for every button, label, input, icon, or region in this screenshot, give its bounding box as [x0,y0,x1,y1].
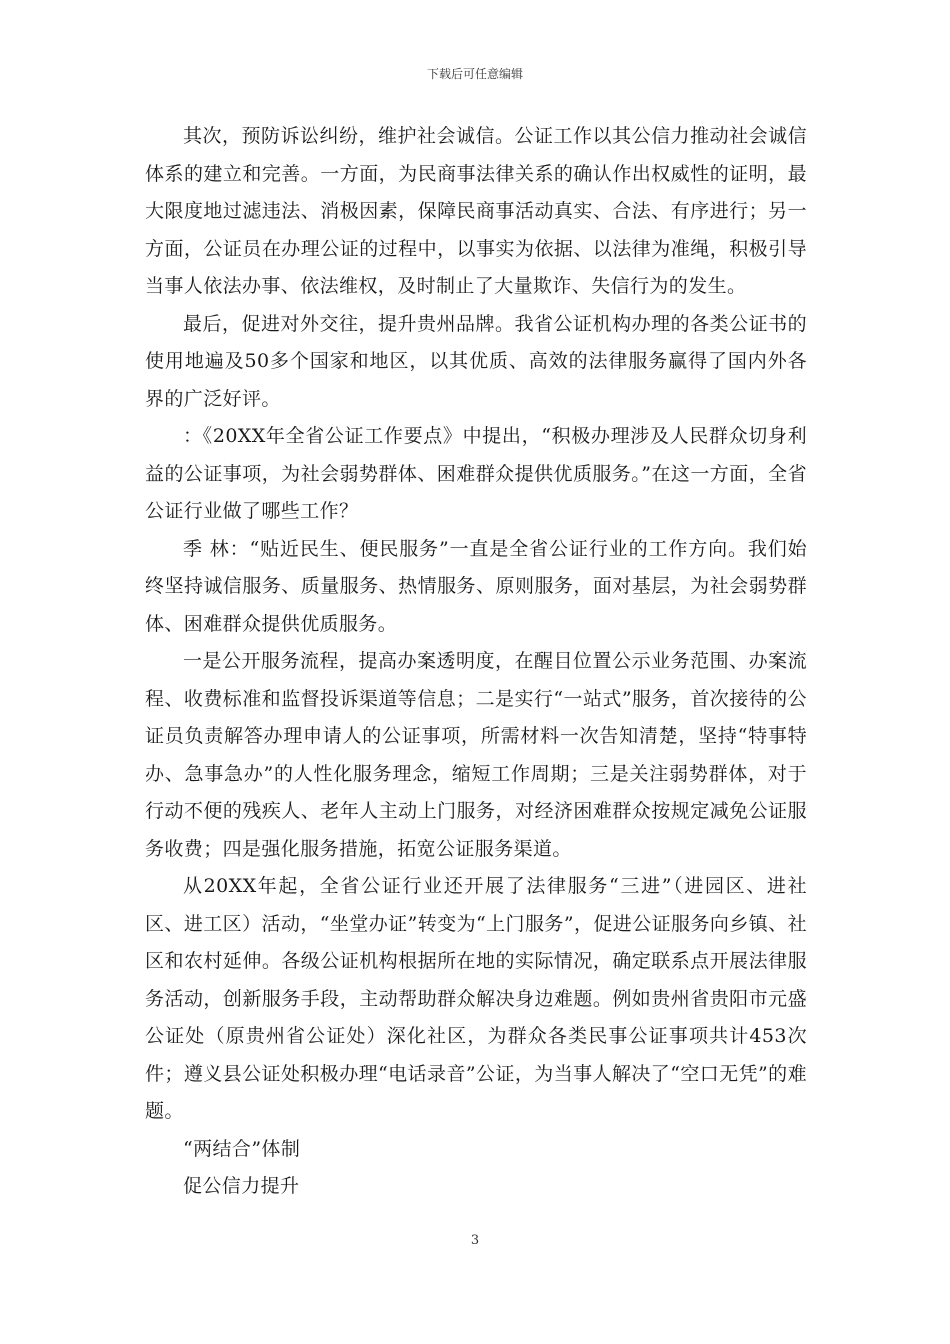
paragraph-prevent-litigation: 其次，预防诉讼纠纷，维护社会诚信。公证工作以其公信力推动社会诚信体系的建立和完善。一方面，为民商事法律关系的确认作出权威性的证明，最大限度地过滤违法、消极因素，保障民商事活动真实、合法、有序进行；另一方面，公证员在办理公证的过程中，以事实为依据、以法律为准绳，积极引导当事人依法办事、依法维权，及时制止了大量欺诈、失信行为的发生。 [145,125,807,297]
paragraph-service-measures: 一是公开服务流程，提高办案透明度，在醒目位置公示业务范围、办案流程、收费标准和监督投诉渠道等信息；二是实行“一站式”服务，首次接待的公证员负责解答办理申请人的公证事项，所需材料一次告知清楚，坚持“特事特办、急事急办”的人性化服务理念，缩短工作周期；三是关注弱势群体，对于行动不便的残疾人、老年人主动上门服务，对经济困难群众按规定减免公证服务收费；四是强化服务措施，拓宽公证服务渠道。 [145,650,807,860]
paragraph-interview-question: ：《20XX年全省公证工作要点》中提出，“积极办理涉及人民群众切身利益的公证事项，为社会弱势群体、困难群众提供优质服务。”在这一方面，全省公证行业做了哪些工作？ [145,425,807,522]
section-heading-two-combination: “两结合”体制 [183,1137,301,1160]
paragraph-foreign-exchange: 最后，促进对外交往，提升贵州品牌。我省公证机构办理的各类公证书的使用地遍及50多个国家和地区，以其优质、高效的法律服务赢得了国内外各界的广泛好评。 [145,312,807,410]
page-header-note: 下载后可任意编辑 [426,67,523,81]
section-heading-credibility: 促公信力提升 [183,1175,300,1197]
paragraph-ji-lin-answer: 季 林：“贴近民生、便民服务”一直是全省公证行业的工作方向。我们始终坚持诚信服务、质量服务、热情服务、原则服务，面对基层，为社会弱势群体、困难群众提供优质服务。 [145,537,807,635]
paragraph-three-entries: 从20XX年起，全省公证行业还开展了法律服务“三进”（进园区、进社区、进工区）活动，“坐堂办证”转变为“上门服务”，促进公证服务向乡镇、社区和农村延伸。各级公证机构根据所在地的实际情况，确定联系点开展法律服务活动，创新服务手段，主动帮助群众解决身边难题。例如贵州省贵阳市元盛公证处（原贵州省公证处）深化社区，为群众各类民事公证事项共计453次件；遵义县公证处积极办理“电话录音”公证，为当事人解决了“空口无凭”的难题。 [145,875,807,1122]
document-body [145,118,807,1206]
page-number: 3 [470,1233,480,1248]
